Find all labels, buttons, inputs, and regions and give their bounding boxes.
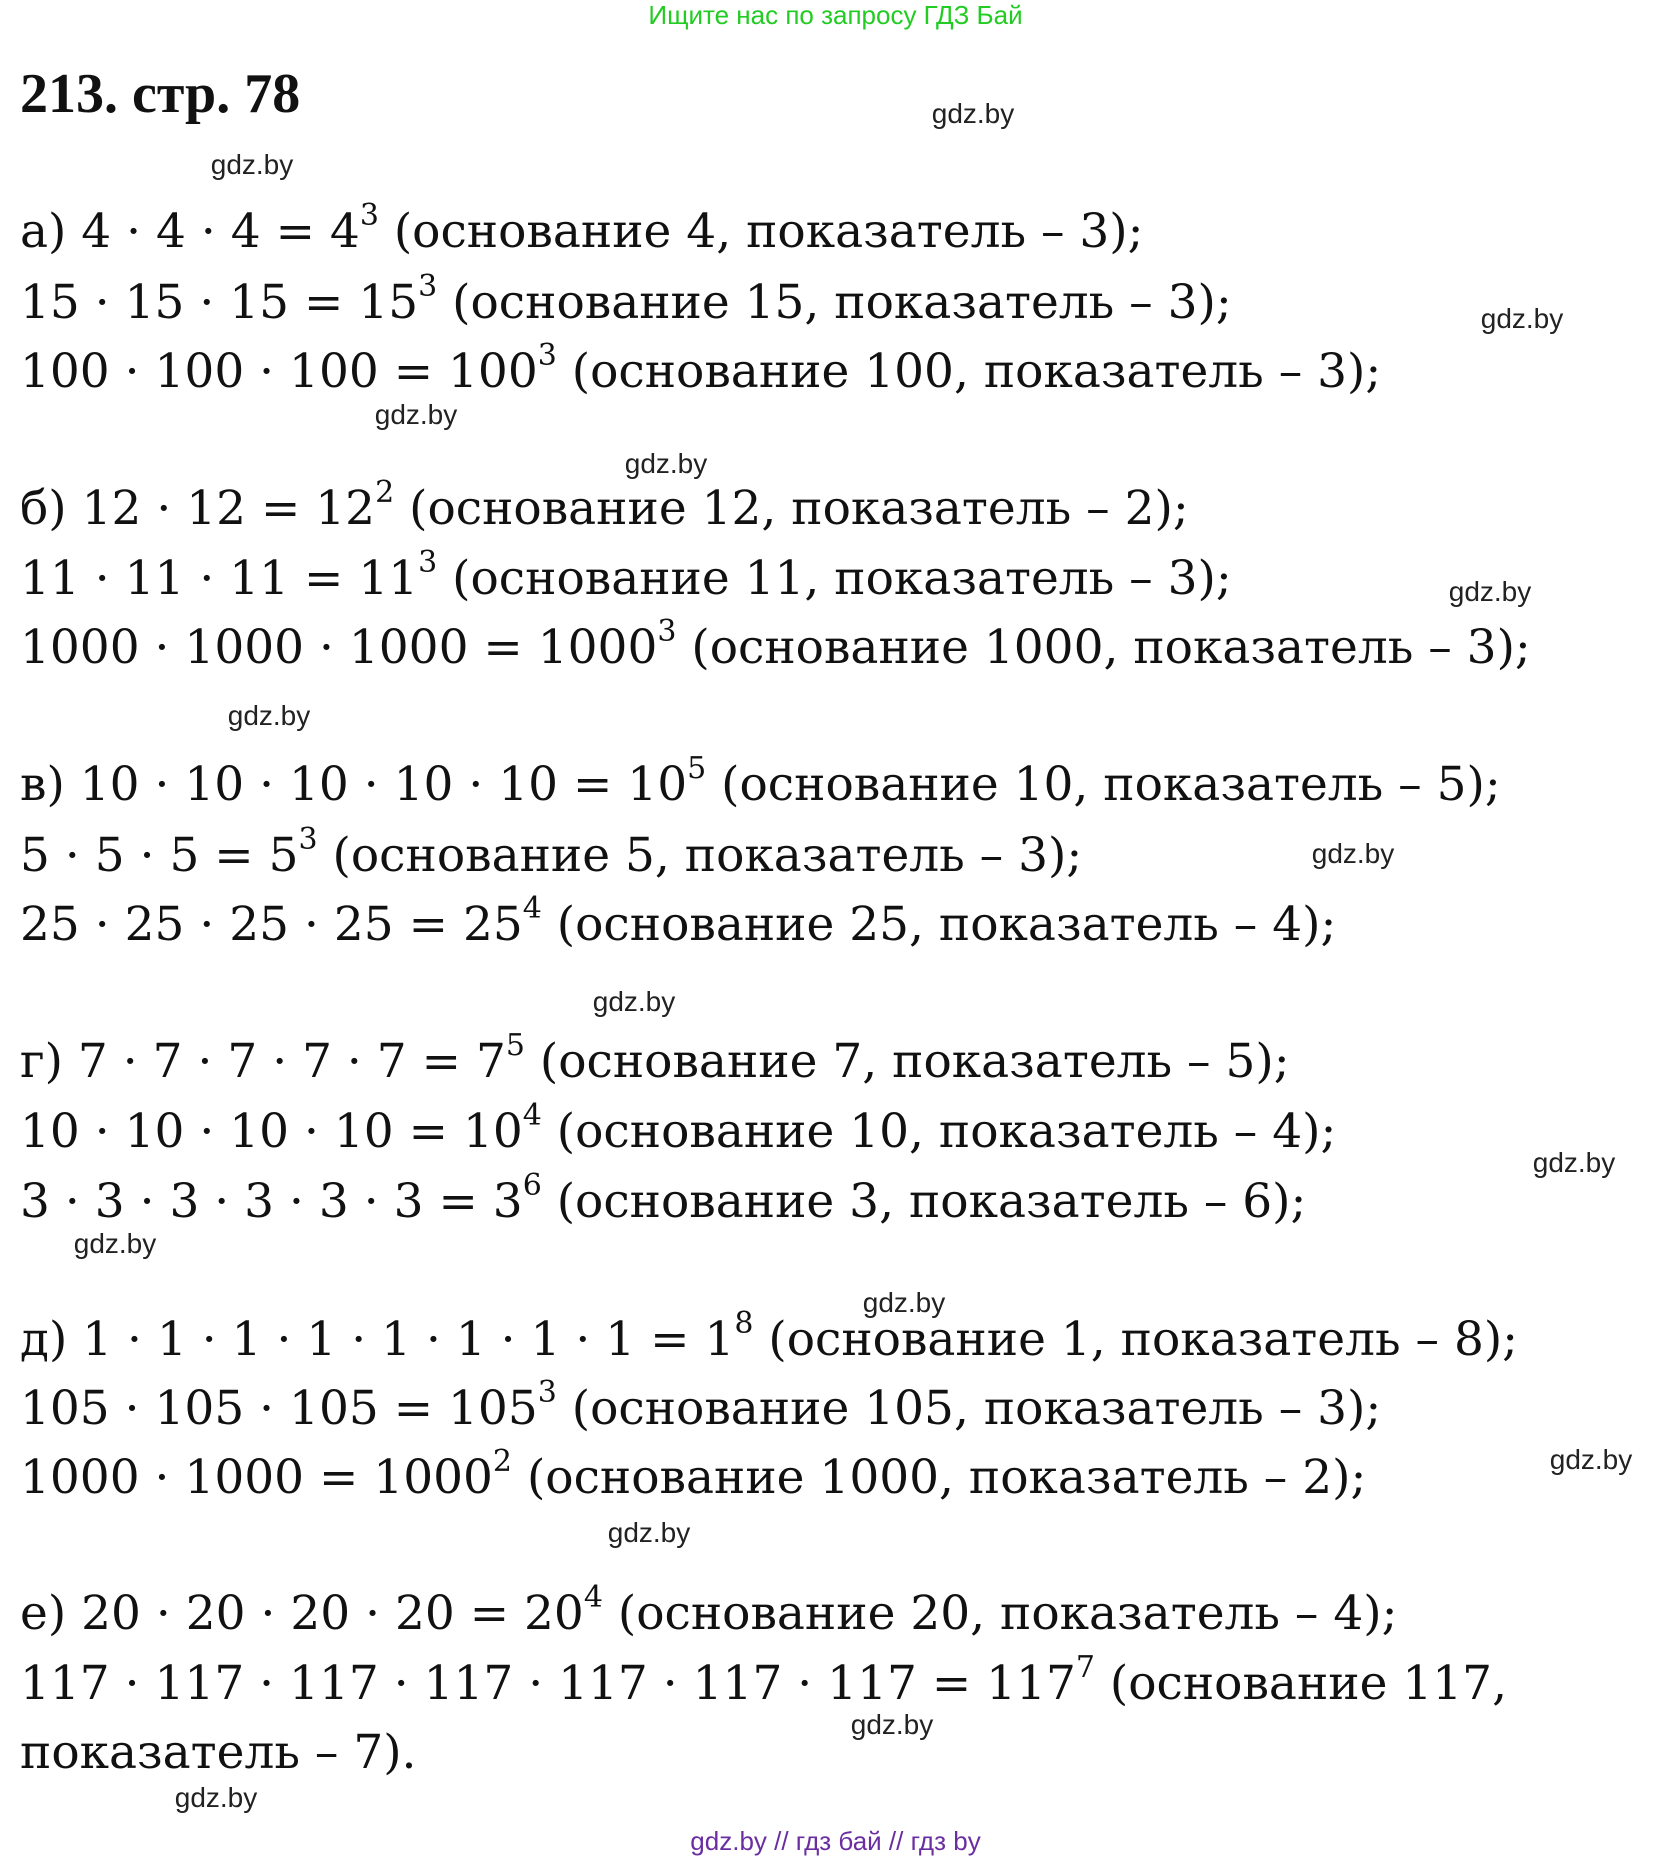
expression: 100 · 100 · 100 = 100 (20, 344, 538, 399)
watermark: gdz.by (210, 149, 294, 180)
exponent: 3 (418, 545, 438, 580)
solution-line (20, 1650, 1508, 1720)
exponent: 4 (522, 891, 542, 926)
exponent: 5 (687, 751, 707, 786)
exponent: 4 (522, 1098, 542, 1133)
solution-line (20, 198, 1144, 268)
explanation: (основание 1000, показатель – 2); (512, 1450, 1367, 1505)
watermark: gdz.by (592, 986, 676, 1017)
expression: показатель – 7). (20, 1725, 417, 1780)
solution-line (20, 1168, 1307, 1238)
exponent: 3 (537, 1375, 557, 1410)
expression: в) 10 · 10 · 10 · 10 · 10 = 10 (20, 757, 688, 812)
solution-line (20, 1028, 1290, 1098)
search-hint-banner: Ищите нас по запросу ГДЗ Бай (648, 0, 1023, 30)
exponent: 3 (418, 269, 438, 304)
exponent: 5 (505, 1028, 525, 1063)
explanation: (основание 20, показатель – 4); (602, 1586, 1398, 1641)
explanation: (основание 7, показатель – 5); (524, 1034, 1290, 1089)
watermark: gdz.by (1311, 838, 1395, 869)
watermark: gdz.by (1532, 1147, 1616, 1178)
exponent: 2 (375, 475, 395, 510)
explanation: (основание 10, показатель – 4); (541, 1104, 1337, 1159)
watermark: gdz.by (624, 448, 708, 479)
watermark: gdz.by (1448, 576, 1532, 607)
solution-line (20, 1098, 1337, 1168)
explanation: (основание 117, (1094, 1656, 1508, 1711)
watermark: gdz.by (931, 98, 1015, 129)
expression: д) 1 · 1 · 1 · 1 · 1 · 1 · 1 · 1 = 1 (20, 1312, 735, 1367)
exponent: 3 (537, 338, 557, 373)
explanation: (основание 100, показатель – 3); (556, 344, 1382, 399)
explanation: (основание 25, показатель – 4); (541, 897, 1337, 952)
watermark: gdz.by (1480, 303, 1564, 334)
solution-line (20, 822, 1083, 892)
explanation: (основание 11, показатель – 3); (437, 551, 1232, 606)
explanation: (основание 15, показатель – 3); (437, 275, 1232, 330)
expression: 105 · 105 · 105 = 105 (20, 1381, 538, 1436)
exponent: 8 (734, 1306, 754, 1341)
exponent: 3 (298, 822, 318, 857)
solution-line (20, 751, 1501, 821)
exponent: 3 (359, 198, 379, 233)
exponent: 2 (492, 1444, 513, 1479)
solution-line (20, 1306, 1519, 1376)
watermark: gdz.by (227, 700, 311, 731)
watermark: gdz.by (374, 399, 458, 430)
expression: 25 · 25 · 25 · 25 = 25 (20, 897, 523, 952)
explanation: (основание 5, показатель – 3); (317, 828, 1083, 883)
explanation: (основание 4, показатель – 3); (378, 204, 1144, 259)
solution-line (20, 475, 1189, 545)
expression: е) 20 · 20 · 20 · 20 = 20 (20, 1586, 584, 1641)
watermark: gdz.by (850, 1709, 934, 1740)
expression: б) 12 · 12 = 12 (20, 481, 376, 536)
solution-line (20, 545, 1232, 615)
explanation: (основание 10, показатель – 5); (706, 757, 1501, 812)
exponent: 7 (1075, 1650, 1095, 1685)
explanation: (основание 1000, показатель – 3); (676, 620, 1531, 675)
expression: 10 · 10 · 10 · 10 = 10 (20, 1104, 523, 1159)
expression: а) 4 · 4 · 4 = 4 (20, 204, 360, 259)
exercise-title: 213. стр. 78 (20, 63, 301, 125)
watermark: gdz.by (73, 1228, 157, 1259)
explanation: (основание 1, показатель – 8); (753, 1312, 1519, 1367)
expression: г) 7 · 7 · 7 · 7 · 7 = 7 (20, 1034, 506, 1089)
solution-line (20, 1723, 417, 1789)
watermark: gdz.by (607, 1517, 691, 1548)
exponent: 3 (657, 614, 677, 649)
watermark: gdz.by (862, 1287, 946, 1318)
expression: 5 · 5 · 5 = 5 (20, 828, 299, 883)
solution-line (20, 891, 1337, 961)
explanation: (основание 105, показатель – 3); (556, 1381, 1382, 1436)
expression: 1000 · 1000 = 1000 (20, 1450, 493, 1505)
exponent: 4 (583, 1580, 603, 1615)
expression: 1000 · 1000 · 1000 = 1000 (20, 620, 658, 675)
watermark: gdz.by (1549, 1444, 1633, 1475)
solution-line (20, 1580, 1398, 1650)
solution-line (20, 269, 1232, 339)
exponent: 6 (522, 1168, 542, 1203)
expression: 15 · 15 · 15 = 15 (20, 275, 419, 330)
expression: 117 · 117 · 117 · 117 · 117 · 117 · 117 = 117 (20, 1656, 1076, 1711)
explanation: (основание 12, показатель – 2); (394, 481, 1189, 536)
explanation: (основание 3, показатель – 6); (541, 1174, 1307, 1229)
watermark: gdz.by (174, 1782, 258, 1813)
solution-line (20, 614, 1531, 684)
expression: 3 · 3 · 3 · 3 · 3 · 3 = 3 (20, 1174, 523, 1229)
solution-line (20, 1444, 1367, 1514)
expression: 11 · 11 · 11 = 11 (20, 551, 419, 606)
solution-line (20, 338, 1382, 408)
solution-line (20, 1375, 1382, 1445)
footer-links: gdz.by // гдз бай // гдз by (690, 1826, 981, 1856)
